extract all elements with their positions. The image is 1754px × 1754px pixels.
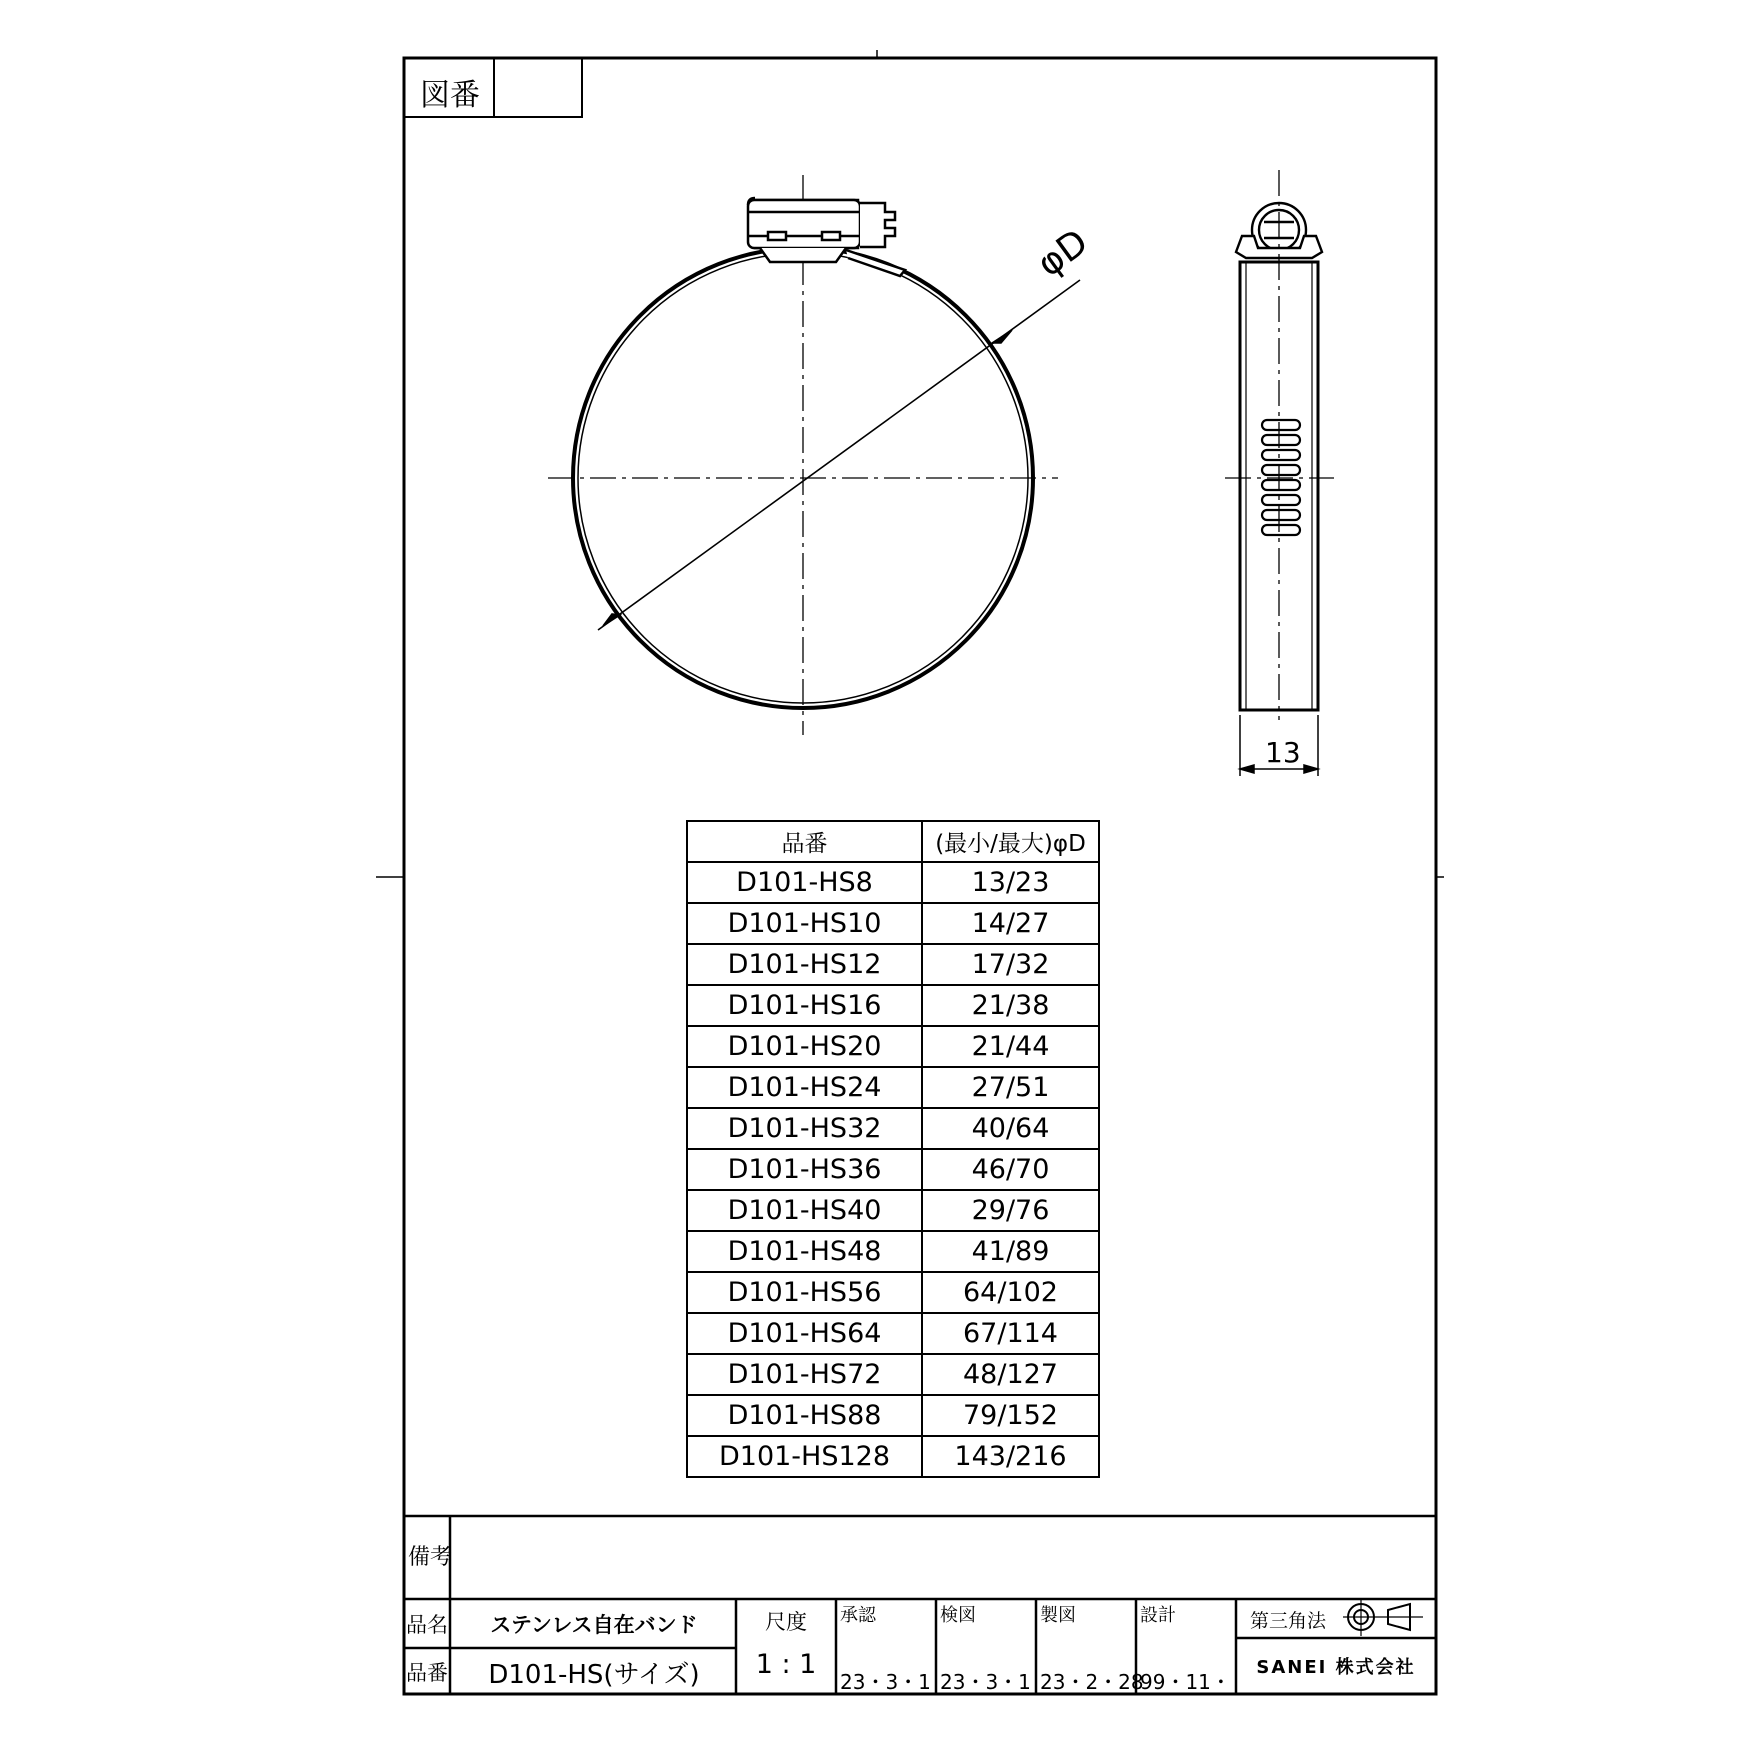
table-header-diameter: (最小/最大)φD <box>922 821 1099 862</box>
diameter-label: φD <box>1030 221 1096 286</box>
diameter-dimension-line <box>598 280 1080 630</box>
spec-table-body <box>687 862 1099 1477</box>
name-label: 品名 <box>406 1613 448 1637</box>
cell-part-number: D101-HS12 <box>687 944 922 985</box>
cell-part-number: D101-HS36 <box>687 1149 922 1190</box>
part-number-label: 品番 <box>406 1661 448 1685</box>
table-row <box>687 1313 1099 1354</box>
cell-diameter-range: 27/51 <box>922 1067 1099 1108</box>
cell-diameter-range: 48/127 <box>922 1354 1099 1395</box>
width-label: 13 <box>1265 736 1301 769</box>
table-row <box>687 862 1099 903</box>
table-row <box>687 1108 1099 1149</box>
screw-housing <box>748 198 905 276</box>
cell-diameter-range: 29/76 <box>922 1190 1099 1231</box>
table-header-row <box>687 821 1099 862</box>
cell-part-number: D101-HS32 <box>687 1108 922 1149</box>
cell-part-number: D101-HS48 <box>687 1231 922 1272</box>
drawn-date: 23・2・28 <box>1040 1670 1144 1694</box>
cell-part-number: D101-HS8 <box>687 862 922 903</box>
cell-part-number: D101-HS40 <box>687 1190 922 1231</box>
table-row <box>687 1026 1099 1067</box>
designed-date: 99・11・ <box>1140 1670 1231 1694</box>
cell-diameter-range: 79/152 <box>922 1395 1099 1436</box>
clamp-side-view <box>1225 170 1334 776</box>
table-header-part-number: 品番 <box>687 821 922 862</box>
cell-part-number: D101-HS10 <box>687 903 922 944</box>
cell-diameter-range: 13/23 <box>922 862 1099 903</box>
designed-label: 設計 <box>1140 1605 1176 1626</box>
cell-part-number: D101-HS56 <box>687 1272 922 1313</box>
table-row <box>687 944 1099 985</box>
cell-part-number: D101-HS24 <box>687 1067 922 1108</box>
clamp-front-view <box>548 175 1080 735</box>
scale-label: 尺度 <box>765 1610 807 1634</box>
cell-part-number: D101-HS88 <box>687 1395 922 1436</box>
cell-diameter-range: 21/38 <box>922 985 1099 1026</box>
approved-date: 23・3・1 <box>840 1670 931 1694</box>
cell-part-number: D101-HS20 <box>687 1026 922 1067</box>
cell-part-number: D101-HS128 <box>687 1436 922 1477</box>
table-row <box>687 985 1099 1026</box>
cell-diameter-range: 21/44 <box>922 1026 1099 1067</box>
drawn-label: 製図 <box>1040 1605 1076 1626</box>
product-name: ステンレス自在バンド <box>490 1613 698 1637</box>
table-row <box>687 1272 1099 1313</box>
company-name: SANEI 株式会社 <box>1256 1657 1416 1678</box>
projection-label: 第三角法 <box>1250 1610 1327 1632</box>
approved-label: 承認 <box>840 1605 876 1626</box>
table-row <box>687 1231 1099 1272</box>
cell-part-number: D101-HS16 <box>687 985 922 1026</box>
table-row <box>687 1395 1099 1436</box>
cell-diameter-range: 17/32 <box>922 944 1099 985</box>
table-row <box>687 1436 1099 1477</box>
scale-value: 1 : 1 <box>755 1648 817 1680</box>
cell-diameter-range: 143/216 <box>922 1436 1099 1477</box>
part-number: D101-HS(サイズ) <box>488 1659 700 1690</box>
cell-part-number: D101-HS72 <box>687 1354 922 1395</box>
table-row <box>687 1149 1099 1190</box>
table-row <box>687 1190 1099 1231</box>
table-row <box>687 1354 1099 1395</box>
cell-diameter-range: 67/114 <box>922 1313 1099 1354</box>
checked-label: 検図 <box>940 1605 976 1626</box>
cell-diameter-range: 46/70 <box>922 1149 1099 1190</box>
checked-date: 23・3・1 <box>940 1670 1031 1694</box>
cell-diameter-range: 14/27 <box>922 903 1099 944</box>
cell-diameter-range: 64/102 <box>922 1272 1099 1313</box>
spec-table <box>686 820 1100 1478</box>
drawing-number-value <box>494 58 582 117</box>
table-row <box>687 903 1099 944</box>
remarks-label: 備考 <box>408 1545 453 1570</box>
cell-diameter-range: 41/89 <box>922 1231 1099 1272</box>
table-row <box>687 1067 1099 1108</box>
cell-part-number: D101-HS64 <box>687 1313 922 1354</box>
cell-diameter-range: 40/64 <box>922 1108 1099 1149</box>
third-angle-projection-icon <box>1343 1599 1423 1636</box>
drawing-number-label: 図番 <box>420 78 480 113</box>
